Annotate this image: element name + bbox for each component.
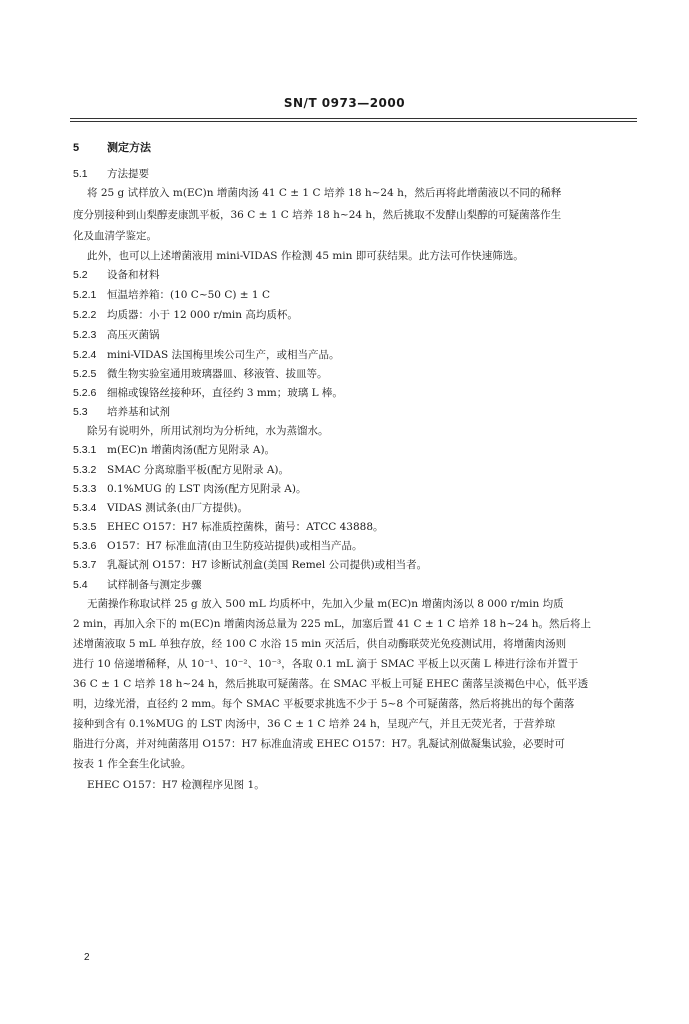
item-number: 5.3.5 xyxy=(73,521,97,533)
paragraph-line: EHEC O157：H7 检测程序见图 1。 xyxy=(87,779,265,791)
paragraph-line: 接种到含有 0.1%MUG 的 LST 肉汤中，36 C ± 1 C 培养 24 h，呈现产气，并且无荧光者，于营养琼 xyxy=(73,718,556,730)
item-text: SMAC 分离琼脂平板(配方见附录 A)。 xyxy=(107,464,290,476)
paragraph-line: 无菌操作称取试样 25 g 放入 500 mL 均质杯中，先加入少量 m(EC)n 增菌肉汤以 8 000 r/min 均质 xyxy=(87,598,564,610)
item-number: 5.3.1 xyxy=(73,444,97,456)
paragraph-line: 述增菌液取 5 mL 单独存放，经 100 C 水浴 15 min 灭活后，供自动酶联荧光免疫测试用，将增菌肉汤则 xyxy=(73,638,567,650)
list-item xyxy=(73,386,635,400)
list-item xyxy=(73,539,635,553)
item-text: EHEC O157：H7 标准质控菌株，菌号：ATCC 43888。 xyxy=(107,521,384,533)
item-number: 5.3.7 xyxy=(73,559,97,571)
list-item xyxy=(73,463,635,477)
header-rule-top xyxy=(70,118,637,119)
paragraph-line: 脂进行分离，并对纯菌落用 O157：H7 标准血清或 EHEC O157：H7。乳凝试剂做凝集试验，必要时可 xyxy=(73,738,565,750)
item-number: 5.2.2 xyxy=(73,309,97,321)
page-number: 2 xyxy=(84,952,90,963)
section-5-2-heading xyxy=(73,268,635,282)
item-text: m(EC)n 增菌肉汤(配方见附录 A)。 xyxy=(107,444,276,456)
item-number: 5.3.4 xyxy=(73,502,97,514)
section-number: 5 xyxy=(73,142,80,154)
item-number: 5.3.3 xyxy=(73,483,97,495)
paragraph-line: 按表 1 作全套生化试验。 xyxy=(73,758,192,770)
item-number: 5.2.4 xyxy=(73,349,97,361)
paragraph-line: 除另有说明外，所用试剂均为分析纯，水为蒸馏水。 xyxy=(87,425,329,437)
section-title: 方法提要 xyxy=(107,168,149,180)
section-number: 5.2 xyxy=(73,269,88,281)
paragraph-line: 进行 10 倍递增稀释，从 10⁻¹、10⁻²、10⁻³，各取 0.1 mL 滴于 SMAC 平板上以灭菌 L 棒进行涂布并置于 xyxy=(73,658,579,670)
item-text: 细棉或镍铬丝接种环，直径约 3 mm；玻璃 L 棒。 xyxy=(107,387,343,399)
list-item xyxy=(73,501,635,515)
header-rule-bottom xyxy=(70,121,637,122)
list-item xyxy=(73,367,635,381)
item-number: 5.2.5 xyxy=(73,368,97,380)
list-item xyxy=(73,308,635,322)
item-text: 0.1%MUG 的 LST 肉汤(配方见附录 A)。 xyxy=(107,483,307,495)
section-5-heading xyxy=(73,141,635,155)
paragraph-line: 2 min，再加入余下的 m(EC)n 增菌肉汤总量为 225 mL，加塞后置 41 C ± 1 C 培养 18 h~24 h。然后将上 xyxy=(73,618,592,630)
item-number: 5.2.3 xyxy=(73,329,97,341)
paragraph-line: 将 25 g 试样放入 m(EC)n 增菌肉汤 41 C ± 1 C 培养 18 h~24 h，然后再将此增菌液以不同的稀释 xyxy=(87,187,562,199)
paragraph-line: 此外，也可以上述增菌液用 mini-VIDAS 作检测 45 min 即可获结果。此方法可作快速筛选。 xyxy=(87,250,524,262)
section-title: 设备和材料 xyxy=(107,269,160,281)
section-5-3-heading xyxy=(73,405,635,419)
list-item xyxy=(73,520,635,534)
section-title: 测定方法 xyxy=(107,141,151,154)
item-text: O157：H7 标准血清(由卫生防疫站提供)或相当产品。 xyxy=(107,540,363,552)
standard-code-header: SN/T 0973—2000 xyxy=(283,96,406,110)
item-text: 乳凝试剂 O157：H7 诊断试剂盒(美国 Remel 公司提供)或相当者。 xyxy=(107,559,428,571)
item-number: 5.3.6 xyxy=(73,540,97,552)
section-title: 试样制备与测定步骤 xyxy=(107,579,202,591)
paragraph-line: 化及血清学鉴定。 xyxy=(73,230,157,242)
paragraph-line: 明，边缘光滑，直径约 2 mm。每个 SMAC 平板要求挑选不少于 5~8 个可疑菌落，然后将挑出的每个菌落 xyxy=(73,698,575,710)
item-text: 均质器：小于 12 000 r/min 高均质杯。 xyxy=(107,309,298,321)
item-number: 5.3.2 xyxy=(73,464,97,476)
section-number: 5.3 xyxy=(73,406,88,418)
paragraph-line: 36 C ± 1 C 培养 18 h~24 h，然后挑取可疑菌落。在 SMAC 平板上可疑 EHEC 菌落呈淡褐色中心，低平透 xyxy=(73,678,589,690)
section-5-1-heading xyxy=(73,167,635,181)
section-number: 5.4 xyxy=(73,579,88,591)
item-number: 5.2.1 xyxy=(73,289,97,301)
list-item xyxy=(73,288,635,302)
item-text: 恒温培养箱：(10 C~50 C) ± 1 C xyxy=(107,289,270,301)
item-number: 5.2.6 xyxy=(73,387,97,399)
list-item xyxy=(73,482,635,496)
list-item xyxy=(73,558,635,572)
item-text: 高压灭菌锅 xyxy=(107,329,160,341)
section-title: 培养基和试剂 xyxy=(107,406,170,418)
item-text: mini-VIDAS 法国梅里埃公司生产，或相当产品。 xyxy=(107,349,340,361)
item-text: 微生物实验室通用玻璃器皿、移液管、拔皿等。 xyxy=(107,368,328,380)
list-item xyxy=(73,443,635,457)
section-5-4-heading xyxy=(73,578,635,592)
list-item xyxy=(73,348,635,362)
paragraph-line: 度分别接种到山梨醇麦康凯平板，36 C ± 1 C 培养 18 h~24 h，然后挑取不发酵山梨醇的可疑菌落作生 xyxy=(73,209,562,221)
list-item xyxy=(73,328,635,342)
section-number: 5.1 xyxy=(73,168,88,180)
item-text: VIDAS 测试条(由厂方提供)。 xyxy=(107,502,248,514)
